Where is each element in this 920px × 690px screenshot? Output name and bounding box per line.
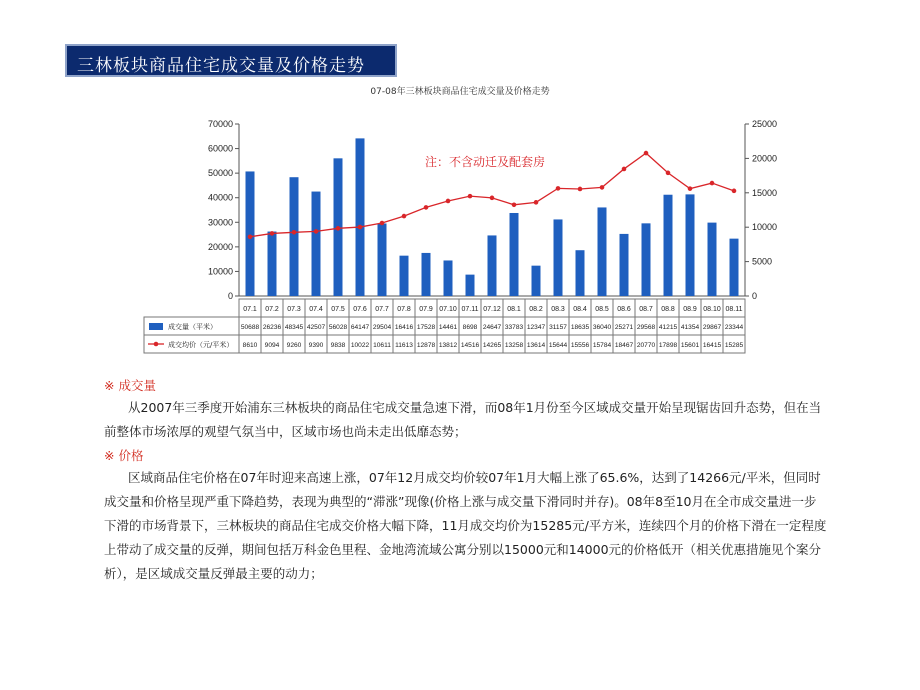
left-tick-label: 0 bbox=[227, 291, 233, 301]
data-label-price: 14265 bbox=[482, 342, 502, 349]
bar-volume bbox=[686, 194, 695, 296]
point-price bbox=[402, 214, 407, 219]
left-tick-label: 50000 bbox=[207, 168, 233, 179]
data-label-volume: 26236 bbox=[262, 324, 282, 331]
data-label-volume: 64147 bbox=[350, 324, 370, 331]
price-paragraph bbox=[104, 466, 828, 586]
category-label: 07.12 bbox=[483, 306, 501, 313]
category-label: 07.5 bbox=[331, 306, 345, 313]
category-label: 08.2 bbox=[529, 306, 543, 313]
price-heading: ※ 价格 bbox=[104, 448, 144, 463]
data-label-price: 15784 bbox=[592, 342, 612, 349]
point-price bbox=[468, 194, 473, 199]
point-price bbox=[380, 221, 385, 226]
data-label-volume: 36040 bbox=[592, 324, 612, 331]
bar-volume bbox=[488, 235, 497, 296]
left-tick-label: 10000 bbox=[207, 266, 233, 277]
volume-paragraph bbox=[104, 396, 828, 444]
point-price bbox=[732, 189, 737, 194]
bar-volume bbox=[312, 192, 321, 296]
page-title: 三林板块商品住宅成交量及价格走势 bbox=[77, 56, 365, 76]
data-label-volume: 41215 bbox=[658, 324, 678, 331]
point-price bbox=[490, 196, 495, 201]
bar-volume bbox=[598, 207, 607, 296]
category-label: 08.8 bbox=[661, 306, 675, 313]
data-label-volume: 31157 bbox=[549, 324, 567, 331]
data-label-price: 15556 bbox=[570, 342, 590, 349]
legend-marker-price bbox=[154, 342, 159, 347]
bar-volume bbox=[532, 266, 541, 296]
data-label-volume: 23344 bbox=[724, 324, 744, 331]
data-label-volume: 16416 bbox=[394, 324, 414, 331]
data-label-volume: 18635 bbox=[570, 324, 590, 331]
point-price bbox=[270, 231, 275, 236]
point-price bbox=[644, 151, 649, 156]
bar-volume bbox=[620, 234, 629, 296]
data-label-price: 16415 bbox=[702, 342, 722, 349]
category-label: 07.11 bbox=[461, 306, 479, 313]
data-label-price: 9838 bbox=[330, 342, 346, 349]
bar-volume bbox=[466, 275, 475, 296]
category-label: 08.3 bbox=[551, 306, 565, 313]
point-price bbox=[556, 186, 561, 191]
data-label-volume: 8698 bbox=[462, 324, 478, 331]
data-label-price: 13258 bbox=[504, 342, 524, 349]
right-tick-label: 15000 bbox=[752, 187, 778, 198]
category-label: 07.3 bbox=[287, 306, 301, 313]
bar-volume bbox=[510, 213, 519, 296]
legend-swatch-volume bbox=[149, 323, 163, 330]
category-label: 08.7 bbox=[639, 306, 653, 313]
data-label-price: 13614 bbox=[526, 342, 546, 349]
point-price bbox=[688, 186, 693, 191]
point-price bbox=[666, 171, 671, 176]
data-label-price: 10022 bbox=[350, 342, 370, 349]
bar-volume bbox=[708, 223, 717, 296]
category-label: 07.1 bbox=[243, 306, 257, 313]
data-label-volume: 48345 bbox=[284, 324, 304, 331]
data-label-volume: 14461 bbox=[438, 324, 458, 331]
data-label-volume: 29504 bbox=[372, 324, 392, 331]
left-tick-label: 20000 bbox=[207, 241, 233, 252]
data-label-volume: 25271 bbox=[614, 324, 634, 331]
data-label-volume: 29867 bbox=[702, 324, 722, 331]
legend-label: 成交均价（元/平米） bbox=[168, 341, 234, 349]
category-label: 08.1 bbox=[507, 306, 521, 313]
point-price bbox=[424, 205, 429, 210]
category-label: 08.11 bbox=[725, 306, 743, 313]
point-price bbox=[336, 226, 341, 231]
category-label: 07.9 bbox=[419, 306, 433, 313]
bar-volume bbox=[356, 138, 365, 296]
bar-volume bbox=[422, 253, 431, 296]
point-price bbox=[622, 167, 627, 172]
category-label: 08.10 bbox=[703, 306, 721, 313]
point-price bbox=[600, 185, 605, 190]
left-tick-label: 30000 bbox=[207, 217, 233, 228]
data-label-volume: 42507 bbox=[306, 324, 326, 331]
data-label-volume: 29568 bbox=[636, 324, 656, 331]
bar-volume bbox=[246, 171, 255, 296]
right-tick-label: 5000 bbox=[752, 256, 773, 267]
data-label-price: 8610 bbox=[242, 342, 258, 349]
data-label-price: 15285 bbox=[724, 342, 744, 349]
data-label-volume: 24647 bbox=[482, 324, 502, 331]
point-price bbox=[534, 200, 539, 205]
data-label-price: 10611 bbox=[373, 342, 391, 349]
right-tick-label: 25000 bbox=[752, 119, 778, 129]
chart-title: 07-08年三林板块商品住宅成交量及价格走势 bbox=[370, 87, 550, 97]
data-label-volume: 17528 bbox=[416, 324, 436, 331]
data-label-price: 18467 bbox=[614, 342, 634, 349]
point-price bbox=[314, 229, 319, 234]
data-label-price: 17898 bbox=[658, 342, 678, 349]
category-label: 08.6 bbox=[617, 306, 631, 313]
bar-volume bbox=[400, 256, 409, 296]
left-tick-label: 40000 bbox=[207, 192, 233, 203]
left-tick-label: 70000 bbox=[207, 119, 233, 129]
data-label-volume: 41354 bbox=[680, 324, 700, 331]
data-label-price: 14516 bbox=[460, 342, 480, 349]
point-price bbox=[248, 234, 253, 239]
point-price bbox=[292, 230, 297, 235]
point-price bbox=[446, 199, 451, 204]
chart-annotation: 注：不含动迁及配套房 bbox=[425, 155, 546, 169]
data-label-volume: 33783 bbox=[504, 324, 524, 331]
data-label-price: 11613 bbox=[395, 342, 413, 349]
data-label-price: 20770 bbox=[636, 342, 656, 349]
data-label-price: 13812 bbox=[438, 342, 458, 349]
category-label: 07.10 bbox=[439, 306, 457, 313]
data-label-price: 9260 bbox=[286, 342, 302, 349]
category-label: 08.5 bbox=[595, 306, 609, 313]
category-label: 08.4 bbox=[573, 306, 587, 313]
category-label: 07.2 bbox=[265, 306, 279, 313]
data-label-price: 9390 bbox=[308, 342, 324, 349]
data-label-price: 12878 bbox=[416, 342, 436, 349]
bar-volume bbox=[290, 177, 299, 296]
bar-volume bbox=[642, 223, 651, 296]
bar-volume bbox=[554, 219, 563, 296]
bar-volume bbox=[664, 195, 673, 296]
bar-volume bbox=[444, 260, 453, 296]
point-price bbox=[358, 225, 363, 230]
point-price bbox=[710, 181, 715, 186]
bar-volume bbox=[730, 239, 739, 296]
point-price bbox=[578, 187, 583, 192]
category-label: 07.7 bbox=[375, 306, 389, 313]
category-label: 07.4 bbox=[309, 306, 323, 313]
data-label-price: 9094 bbox=[264, 342, 280, 349]
bar-volume bbox=[378, 224, 387, 296]
legend-label: 成交量（平米） bbox=[168, 323, 217, 331]
price-text: 区域商品住宅价格在07年时迎来高速上涨，07年12月成交均价较07年1月大幅上涨了65.6%，达到了14266元/平米，但同时成交量和价格呈现严重下降趋势，表现为典型的“滞涨”现像(价格上涨与成交量下滑同时并存)。08年8至10月在全市成交量进一步下滑的市场背景下，三林板块的商品住宅成交价格大幅下降，11月成交均价为15285元/平方米，连续四个月的价格下滑在一定程度上带动了成交量的反弹，期间包括万科金色里程、金地湾流域公寓分别以15000元和14000元的价格低开（相关优惠措施见个案分析），是区域成交量反弹最主要的动力； bbox=[104, 470, 827, 581]
category-label: 07.6 bbox=[353, 306, 367, 313]
right-tick-label: 10000 bbox=[752, 222, 778, 233]
left-tick-label: 60000 bbox=[207, 143, 233, 154]
bar-volume bbox=[268, 232, 277, 296]
point-price bbox=[512, 202, 517, 207]
data-label-volume: 56028 bbox=[328, 324, 348, 331]
data-label-price: 15644 bbox=[548, 342, 568, 349]
category-label: 08.9 bbox=[683, 306, 697, 313]
category-label: 07.8 bbox=[397, 306, 411, 313]
data-label-volume: 12347 bbox=[526, 324, 546, 331]
right-tick-label: 0 bbox=[752, 291, 758, 301]
volume-heading: ※ 成交量 bbox=[104, 378, 156, 393]
data-label-volume: 50688 bbox=[240, 324, 260, 331]
data-label-price: 15601 bbox=[680, 342, 700, 349]
right-tick-label: 20000 bbox=[752, 153, 778, 164]
volume-text: 从2007年三季度开始浦东三林板块的商品住宅成交量急速下滑，而08年1月份至今区域成交量开始呈现锯齿回升态势，但在当前整体市场浓厚的观望气氛当中，区域市场也尚未走出低靡态势； bbox=[104, 400, 822, 439]
bar-volume bbox=[576, 250, 585, 296]
